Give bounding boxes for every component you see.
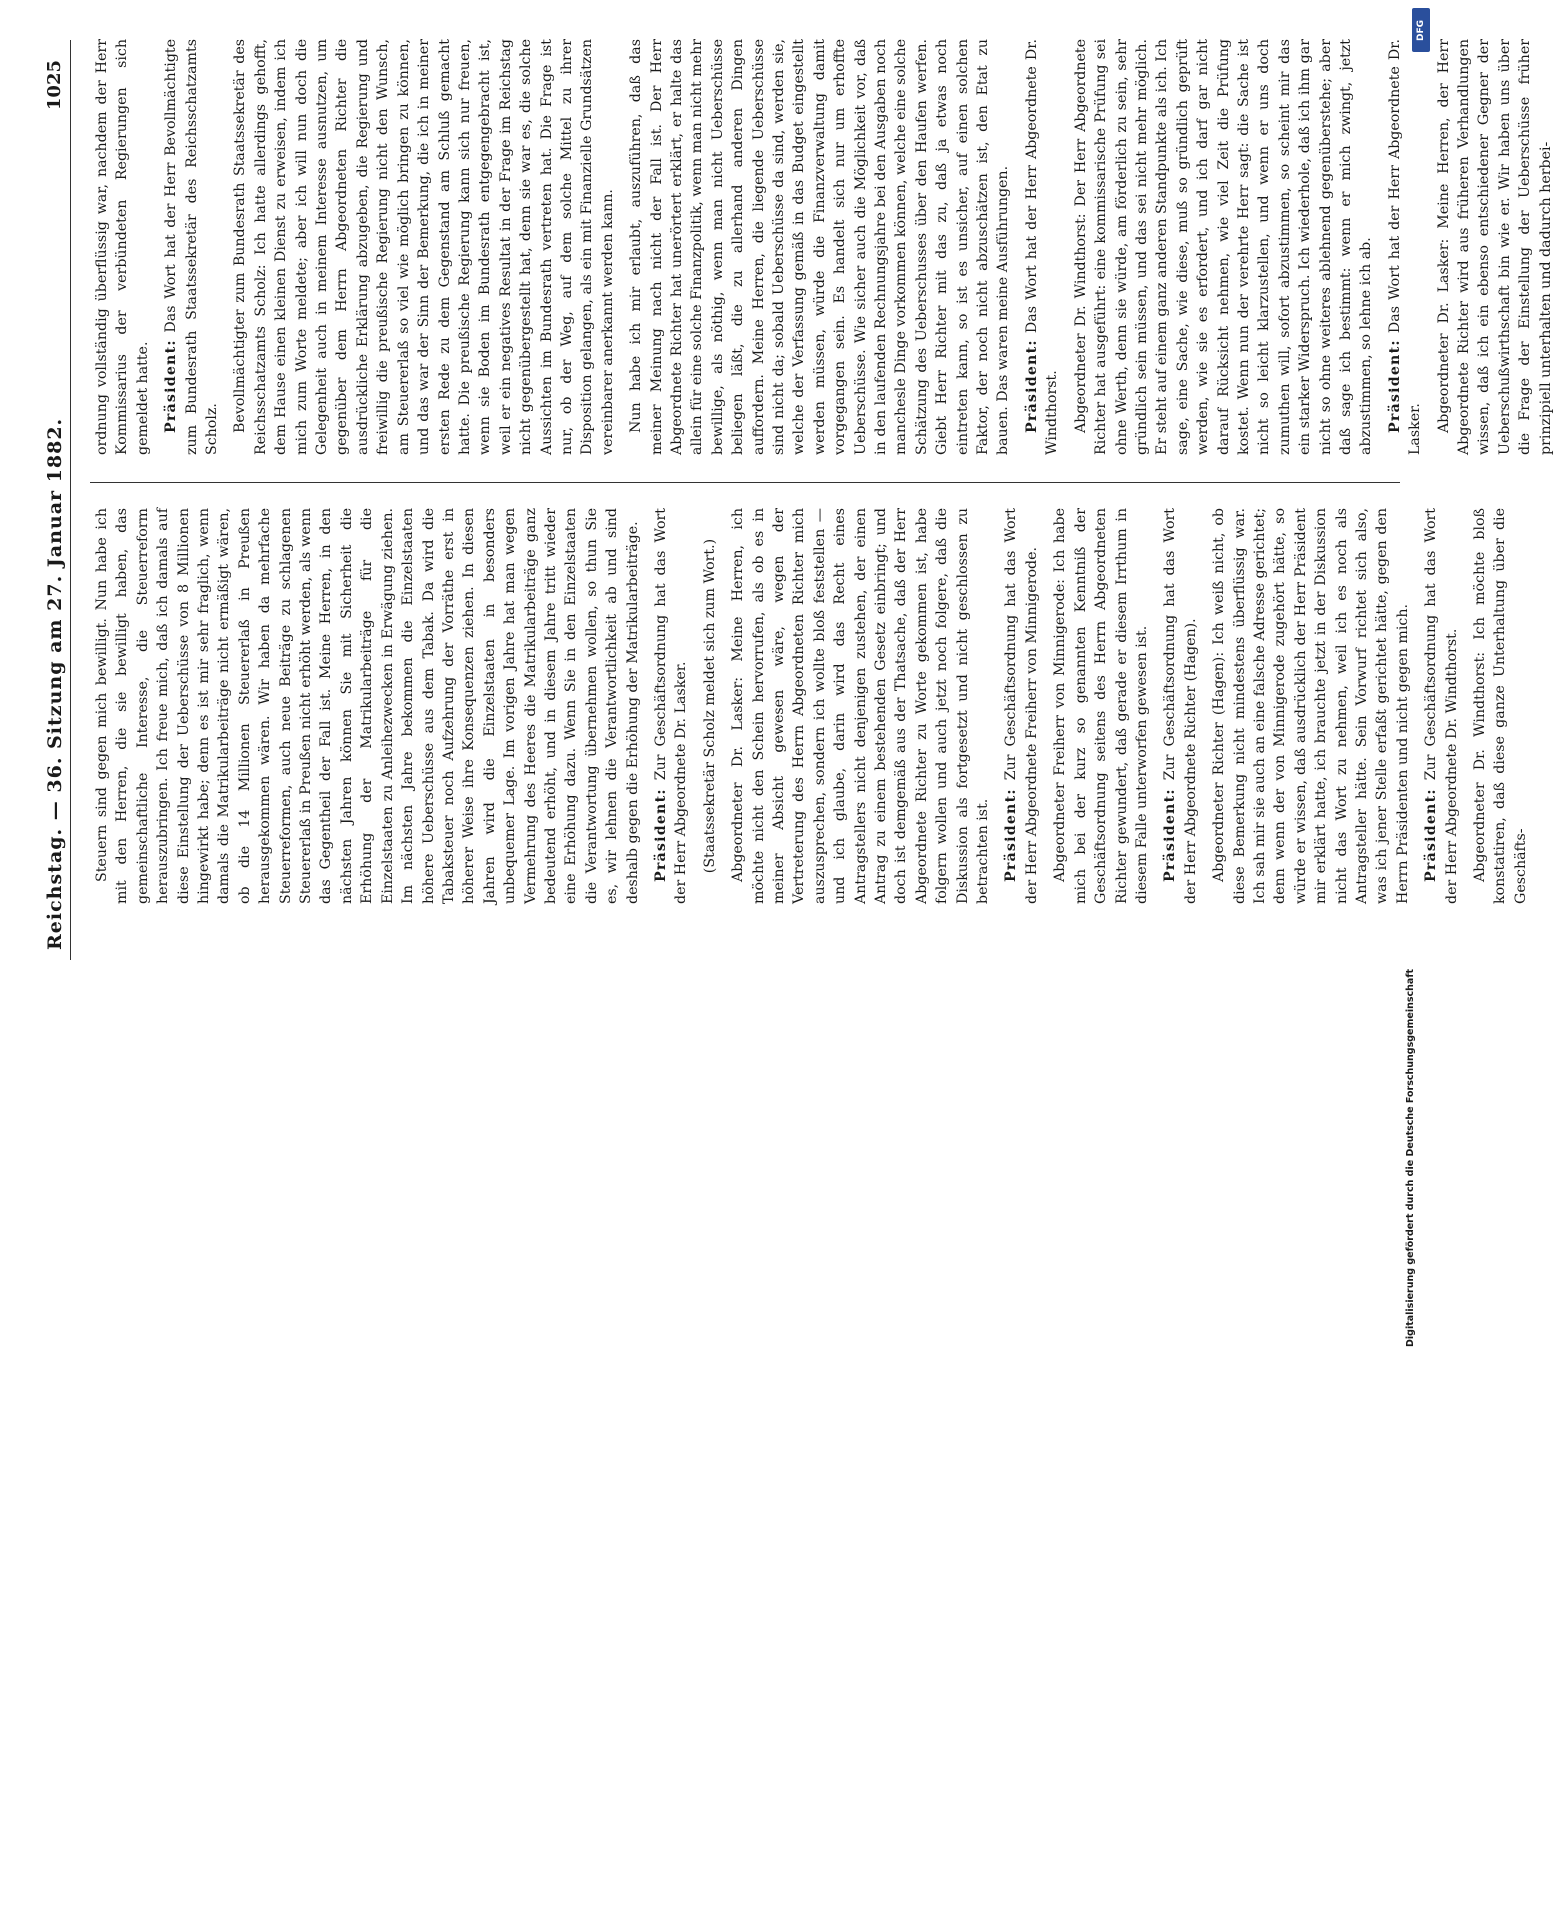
speaker-label: Präsident: bbox=[1003, 788, 1020, 882]
speaker-label: Präsident: bbox=[652, 788, 669, 882]
speaker-text: Zur Geschäftsordnung hat das Wort der Herr Abgeordnete Freiherr von Minnigerode. bbox=[1003, 508, 1040, 904]
paragraph: Abgeordneter Dr. Windthorst: Der Herr Abgeordnete Richter hat ausgeführt: eine kommissarische Prüfung sei ohne Werth, denn sie würde, am förderlich zu sein, sehr gründlich sein müssen, und das sei nicht mehr möglich. Er steht auf einem ganz anderen Standpunkte als ich. Ich sage, eine Sache, wie diese, muß so gründlich geprüft werden, wie sie es erfordert, und ich darf gar nicht darauf Rücksicht nehmen, wie viel Zeit die Prüfung kostet. Wenn nun der verehrte Herr sagt: die Sache ist nicht so leicht klarzustellen, und wenn er uns doch zumuthen will, sofort abzustimmen, so scheint mir das ein starker Widerspruch. Ich wiederhole, daß ich ihm gar nicht so ohne weiteres ablehnend gegenüberstehe; aber daß sage ich bestimmt: wenn er mich zwingt, jetzt abzustimmen, so lehne ich ab. bbox=[1072, 39, 1375, 455]
speaker-paragraph bbox=[651, 508, 692, 904]
page-header bbox=[44, 0, 72, 1000]
paragraph: Abgeordneter Richter (Hagen): Ich weiß nicht, ob diese Bemerkung nicht mindestens überflüssig war. Ich sah mir sie auch an eine falsche Adresse gerichtet; denn wenn der von Minnigerode zugehört hätte, so würde er wissen, daß ausdrücklich der Herr Präsident mir erklärt hatte, ich brauchte jetzt in der Diskussion nicht das Wort zu nehmen, weil ich es noch als Antragsteller hätte. Sein Vorwurf richtet sich also, was ich jener Stelle erfaßt gerichtet hätte, gegen den Herrn Präsidenten und nicht gegen mich. bbox=[1211, 508, 1411, 904]
speaker-paragraph bbox=[1160, 508, 1201, 904]
speaker-text: Das Wort hat der Herr Abgeordnete Dr. Lasker. bbox=[1386, 39, 1424, 455]
speaker-text: Zur Geschäftsordnung hat das Wort der Herr Abgeordnete Dr. Windthorst. bbox=[1423, 508, 1460, 904]
left-column bbox=[92, 508, 1539, 904]
stage-direction: (Staatssekretär Scholz meldet sich zum Wort.) bbox=[701, 538, 718, 874]
paragraph: Bevollmächtigter zum Bundesrath Staatssekretär des Reichsschatzamts Scholz: Ich hatte allerdings gehofft, dem Hause einen kleinen Dienst zu erweisen, indem ich mich zum Worte meldete; aber ich will nun doch die Gelegenheit auch in meinem Interesse ausnutzen, um gegenüber dem Herrn Abgeordneten Richter die ausdrückliche Erklärung abzugeben, die Regierung und freiwillig die preußische Regierung nicht den Wunsch, am Steuererlaß so viel wie möglich bringen zu können, und das war der Sinn der Bemerkung, die ich in meiner ersten Rede zu dem Gegenstand am Schluß gemacht hatte. Die preußische Regierung kann sich nur freuen, wenn sie Boden im Bundesrath entgegengebracht ist, weil er ein negatives Resultat in der Frage im Reichstag nicht gegenübergestellt hat, denn sie war es, die solche Aussichten im Bundesrath vertreten hat. Die Frage ist nur, ob der Weg, auf dem solche Mittel zu ihrer Disposition gelangen, als ein mit Finanzielle Grundsätzen vereinbarer anerkannt werden kann. bbox=[232, 39, 616, 455]
speaker-text: Das Wort hat der Herr Bevollmächtigte zum Bundesrath Staatssekretär des Reichsschatzamts Scholz. bbox=[163, 39, 221, 455]
speaker-text: Das Wort hat der Herr Abgeordnete Dr. Windthorst. bbox=[1023, 39, 1061, 455]
paragraph: Abgeordneter Dr. Lasker: Meine Herren, ich möchte nicht den Schein hervorrufen, als ob es in meiner Absicht gewesen wäre, wegen der Vertreterung des Herrn Abgeordneten Richter mich auszusprechen, sondern ich wollte bloß feststellen — und ich glaube, darin wird das Recht eines Antragstellers nicht denjenigen zustehen, der einen Antrag zu einem bestehenden Gesetz einbringt; und doch ist demgemäß aus der Thatsache, daß der Herr Abgeordnete Richter zu Worte gekommen ist, habe folgern wollen und auch jetzt noch folgere, daß die Diskussion als fortgesetzt und nicht geschlossen zu betrachten ist. bbox=[730, 508, 992, 904]
paragraph: ordnung vollständig überflüssig war, nachdem der Herr Kommissarius der verbündeten Regierungen sich gemeldet hatte. bbox=[94, 39, 151, 455]
column-divider bbox=[90, 482, 1400, 483]
speaker-paragraph bbox=[1421, 508, 1462, 904]
paragraph: Abgeordneter Dr. Lasker: Meine Herren, der Herr Abgeordnete Richter wird aus früheren Verhandlungen wissen, daß ich ein ebenso entschiedener Gegner der Ueberschußwirthschaft bin wie er. Wir haben uns über die Frage der Einstellung der Ueberschüsse früher prinzipiell unterhalten und dadurch herbei- bbox=[1435, 39, 1554, 455]
header-rule bbox=[70, 40, 71, 960]
speaker-label: Präsident: bbox=[1386, 339, 1403, 433]
paragraph: Abgeordneter Dr. Windthorst: Ich möchte bloß konstatiren, daß diese ganze Unterhaltung über die Geschäfts- bbox=[1472, 508, 1529, 904]
page-number: 1025 bbox=[44, 60, 65, 111]
paragraph: Abgeordneter Freiherr von Minnigerode: Ich habe mich bei der kurz so genannten Kenntniß der Geschäftsordnung seitens des Herrn Abgeordneten Richter gewundert, daß gerade er diesem Irrthum in diesem Falle unterworfen gewesen ist. bbox=[1052, 508, 1150, 904]
speaker-paragraph bbox=[1022, 39, 1063, 455]
speaker-paragraph bbox=[1001, 508, 1042, 904]
paragraph: Nun habe ich mir erlaubt, auszuführen, daß das meiner Meinung nach nicht der Fall ist. Der Herr Abgeordnete Richter hat unerörtert erklärt, er halte das allein für eine solche Finanzpolitik, wenn man nicht mehr bewillige, als nöthig, wenn man nicht Ueberschüsse beliegen läßt, die zu allerhand anderen Dingen auffordern. Meine Herren, die liegende Ueberschüsse sind nicht da; sobald Ueberschüsse da sind, werden sie, welche der Verfassung gemäß in das Budget eingestellt werden müssen, würde die Finanzverwaltung damit vorgegangen sein. Es handelt sich nur um erhoffte Ueberschüsse. Wie sicher auch die Möglichkeit vor, daß in den laufenden Rechnungsjahre bei den Ausgaben noch manchesle Dinge vorkommen können, welche eine solche Schätzung des Ueberschusses über den Haufen werfen. Giebt Herr Richter mit das zu, daß ja etwas noch eintreten kann, so ist es unsicher, auf einen solchen Faktor, der noch nicht abzuschätzen ist, den Etat zu bauen. Das waren meine Ausführungen. bbox=[628, 39, 1012, 455]
speaker-label: Präsident: bbox=[1162, 788, 1179, 882]
speaker-text: Zur Geschäftsordnung hat das Wort der Herr Abgeordnete Richter (Hagen). bbox=[1162, 508, 1199, 904]
speaker-paragraph bbox=[161, 39, 222, 455]
paragraph: Steuern sind gegen mich bewilligt. Nun habe ich mit den Herren, die sie bewilligt haben, das gemeinschaftliche Interesse, die Steuerreform herauszubringen. Ich freue mich, daß ich damals auf diese Einstellung der Ueberschüsse von 8 Millionen hingewirkt habe; denn es ist mir sehr fraglich, wenn damals die Matrikularbeiträge nicht ermäßigt wären, ob die 14 Millionen Steuererlaß in Preußen herausgekommen wären. Wir haben da mehrfache Steuerreformen, auch neue Beiträge zu schlagenen Steuererlaß in Preußen nicht erhöht werden, als wenn das Gegentheil der Fall ist. Meine Herren, in den nächsten Jahren können Sie mit Sicherheit die Erhöhung der Matrikularbeiträge für die Einzelstaaten zu Anleihezwecken in Erwägung ziehen. Im nächsten Jahre bekommen die Einzelstaaten höhere Ueberschüsse aus dem Tabak. Da wird die Tabaksteuer noch Aufzehrung der Vorräthe erst in höherer Weise ihre Konsequenzen ziehen. In diesen Jahren wird die Einzelstaaten in besonders unbequemer Lage. Im vorigen Jahre hat man wegen Vermehrung des Heeres die Matrikularbeiträge ganz bedeutend erhöht, und in diesem Jahre tritt wieder eine Erhöhung dazu. Wenn Sie in den Einzelstaaten die Verantwortung übernehmen wollen, so thun Sie es, wir lehnen die Verantwortlichkeit ab und sind deshalb gegen die Erhöhung der Matrikularbeiträge. bbox=[94, 508, 641, 904]
dfg-logo: DFG bbox=[1412, 8, 1430, 52]
speaker-label: Präsident: bbox=[1023, 339, 1040, 433]
running-title: Reichstag. — 36. Sitzung am 27. Januar 1882. bbox=[44, 417, 66, 950]
speaker-text: Zur Geschäftsordnung hat das Wort der Herr Abgeordnete Dr. Lasker. bbox=[652, 508, 690, 904]
speaker-label: Präsident: bbox=[163, 339, 180, 433]
right-column bbox=[92, 39, 1564, 455]
digitization-credit bbox=[1405, 40, 1425, 1347]
credit-text: Digitalisierung gefördert durch die Deutsche Forschungsgemeinschaft bbox=[1405, 969, 1416, 1347]
speaker-label: Präsident: bbox=[1423, 788, 1440, 882]
